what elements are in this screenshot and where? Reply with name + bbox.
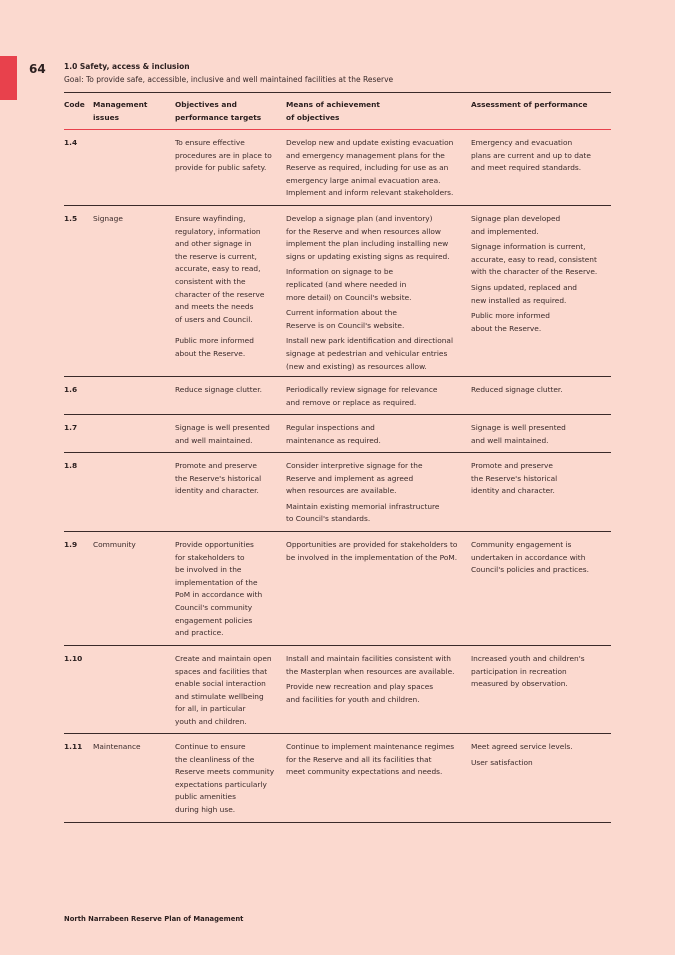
cell-line: and other signage in [175,239,252,249]
cell-line: Reserve as required, including for use as an [286,163,449,173]
cell-line: enable social interaction [175,679,266,689]
row-code: 1.8 [64,461,78,470]
table-body [64,130,611,823]
cell-paragraph [175,653,283,729]
header-assessment: Assessment of performance [471,100,588,109]
row-objectives [175,460,283,501]
table-row [64,130,611,206]
cell-paragraph [175,137,283,175]
cell-line: Emergency and evacuation [471,138,573,147]
cell-line: Signage is well presented [175,423,270,432]
cell-paragraph [286,213,466,263]
cell-paragraph [471,137,611,175]
row-means [286,137,466,203]
cell-paragraph [471,310,611,335]
cell-paragraph [471,539,611,577]
cell-line: Ensure wayfinding, [175,214,246,223]
cell-line: during high use. [175,804,236,814]
cell-line: Consider interpretive signage for the [286,461,423,470]
cell-line: and practice. [175,628,224,638]
cell-line: Reduce signage clutter. [175,385,262,394]
cell-line: and well maintained. [471,435,549,445]
row-objectives [175,539,283,643]
table-row [64,377,611,415]
cell-line: Increased youth and children's [471,654,585,663]
cell-line: implementation of the [175,577,258,587]
row-code: 1.10 [64,654,83,663]
table-row [64,646,611,734]
cell-paragraph [175,384,283,397]
cell-line: plans are current and up to date [471,150,591,160]
row-assessment [471,384,611,400]
cell-line: Opportunities are provided for stakeholders to [286,540,458,549]
cell-line: character of the reserve [175,289,265,299]
cell-line: identity and character. [471,486,555,496]
cell-line: Regular inspections and [286,423,375,432]
cell-line: the Reserve's historical [471,473,558,483]
cell-line: PoM in accordance with [175,590,263,600]
cell-line: Signs updated, replaced and [471,282,578,292]
cell-paragraph [286,653,466,678]
cell-paragraph [286,335,466,373]
cell-line: Community engagement is [471,540,572,549]
cell-line: Signage is well presented [471,423,566,432]
cell-line: To ensure effective [175,138,245,147]
cell-paragraph [175,539,283,640]
row-assessment [471,539,611,580]
cell-line: Reduced signage clutter. [471,385,563,394]
section-goal: Goal: To provide safe, accessible, inclusive and well maintained facilities at the Reserve [64,75,394,84]
row-code: 1.11 [64,742,83,751]
table-row [64,415,611,453]
row-means [286,741,466,782]
cell-paragraph [286,307,466,332]
cell-line: Promote and preserve [471,461,553,470]
cell-paragraph [175,460,283,498]
row-means [286,539,466,567]
cell-paragraph [286,384,466,409]
row-objectives [175,422,283,450]
cell-line: regulatory, information [175,226,261,236]
cell-line: and stimulate wellbeing [175,691,264,701]
cell-paragraph [471,422,611,447]
cell-paragraph [286,137,466,200]
row-objectives [175,213,283,364]
cell-paragraph [286,681,466,706]
cell-line: participation in recreation [471,666,567,676]
cell-line: (new and existing) as resources allow. [286,361,427,371]
cell-line: public amenities [175,792,236,802]
row-objectives [175,653,283,732]
cell-line: about the Reserve. [175,348,246,358]
cell-line: and facilities for youth and children. [286,694,420,704]
row-code: 1.5 [64,214,78,223]
cell-line: accurate, easy to read, [175,264,261,274]
cell-line: Council's policies and practices. [471,565,589,575]
cell-line: when resources are available. [286,486,397,496]
cell-line: replicated (and where needed in [286,279,407,289]
cell-line: provide for public safety. [175,163,267,173]
cell-paragraph [471,213,611,238]
cell-line: undertaken in accordance with [471,552,586,562]
cell-line: and remove or replace as required. [286,397,417,407]
cell-line: and well maintained. [175,435,253,445]
page-tab-marker [0,56,17,100]
cell-line: consistent with the [175,276,246,286]
cell-line: with the character of the Reserve. [471,267,598,277]
cell-line: Maintain existing memorial infrastructure [286,501,440,511]
cell-line: procedures are in place to [175,150,272,160]
row-objectives [175,384,283,400]
cell-paragraph [286,501,466,526]
cell-line: Public more informed [175,336,254,346]
header-code: Code [64,100,85,109]
cell-line: and meet required standards. [471,163,582,173]
cell-line: spaces and facilities that [175,666,268,676]
cell-line: Develop new and update existing evacuation [286,138,454,147]
cell-line: engagement policies [175,615,253,625]
cell-paragraph [175,422,283,447]
cell-line: Reserve meets community [175,767,275,777]
cell-line: Continue to implement maintenance regimes [286,742,455,751]
page-number: 64 [29,62,46,76]
row-code: 1.6 [64,385,78,394]
cell-paragraph [175,213,283,326]
cell-line: identity and character. [175,486,259,496]
cell-paragraph [175,335,283,360]
cell-line: for stakeholders to [175,552,245,562]
cell-line: Reserve and implement as agreed [286,473,414,483]
cell-line: Promote and preserve [175,461,257,470]
row-management-issue: Community [93,540,136,549]
cell-paragraph [286,460,466,498]
cell-line: Create and maintain open [175,654,272,663]
cell-paragraph [286,266,466,304]
cell-line: to Council's standards. [286,514,371,524]
cell-line: signage at pedestrian and vehicular entries [286,348,448,358]
cell-line: Install new park identification and directional [286,336,454,346]
table-row [64,734,611,823]
row-assessment [471,741,611,772]
cell-line: User satisfaction [471,757,533,767]
cell-line: Periodically review signage for relevance [286,385,438,394]
row-assessment [471,213,611,338]
cell-paragraph [471,282,611,307]
cell-line: be involved in the [175,565,242,575]
cell-line: of users and Council. [175,314,253,324]
cell-line: Install and maintain facilities consistent with [286,654,451,663]
section-title: 1.0 Safety, access & inclusion [64,62,190,71]
table-header [64,93,611,130]
cell-line: Information on signage to be [286,267,394,277]
cell-paragraph [471,384,611,397]
cell-line: and implemented. [471,226,539,236]
cell-line: the Reserve's historical [175,473,262,483]
row-means [286,384,466,412]
cell-line: and meets the needs [175,302,254,312]
cell-line: measured by observation. [471,679,568,689]
cell-line: maintenance as required. [286,435,381,445]
cell-line: the cleanliness of the [175,754,255,764]
cell-line: for the Reserve and when resources allow [286,226,441,236]
cell-line: Develop a signage plan (and inventory) [286,214,433,223]
table-row [64,206,611,377]
cell-paragraph [471,460,611,498]
cell-line: implement the plan including installing new [286,239,449,249]
row-code: 1.9 [64,540,78,549]
row-management-issue: Maintenance [93,742,141,751]
cell-line: Continue to ensure [175,742,246,751]
cell-line: Provide opportunities [175,540,254,549]
cell-line: expectations particularly [175,779,267,789]
row-assessment [471,460,611,501]
row-assessment [471,653,611,694]
cell-line: and emergency management plans for the [286,150,445,160]
cell-line: Signage information is current, [471,242,586,252]
cell-paragraph [471,757,611,770]
cell-paragraph [471,741,611,754]
header-management-issues: Management issues [93,100,148,122]
cell-line: Meet agreed service levels. [471,742,573,751]
cell-line: Implement and inform relevant stakeholders. [286,188,454,198]
cell-line: youth and children. [175,716,247,726]
cell-line: signs or updating existing signs as required. [286,251,450,261]
row-management-issue: Signage [93,214,123,223]
cell-line: meet community expectations and needs. [286,767,443,777]
table-row [64,532,611,646]
cell-line: new installed as required. [471,295,567,305]
cell-line: accurate, easy to read, consistent [471,254,597,264]
header-means: Means of achievement of objectives [286,100,380,122]
row-means [286,422,466,450]
cell-line: for all, in particular [175,704,246,714]
row-objectives [175,137,283,178]
page-footer: North Narrabeen Reserve Plan of Management [64,915,244,923]
cell-paragraph [286,741,466,779]
table-row [64,453,611,532]
cell-line: Signage plan developed [471,214,561,223]
cell-line: be involved in the implementation of the PoM. [286,552,458,562]
cell-line: emergency large animal evacuation area. [286,175,441,185]
row-means [286,213,466,376]
cell-paragraph [471,653,611,691]
cell-paragraph [286,422,466,447]
row-objectives [175,741,283,820]
cell-line: Council's community [175,602,253,612]
row-code: 1.7 [64,423,78,432]
row-assessment [471,422,611,450]
cell-paragraph [175,741,283,817]
cell-paragraph [471,241,611,279]
cell-line: Provide new recreation and play spaces [286,682,434,692]
row-means [286,653,466,709]
row-code: 1.4 [64,138,78,147]
row-means [286,460,466,529]
header-objectives: Objectives and performance targets [175,100,262,122]
cell-line: Current information about the [286,308,397,318]
cell-line: about the Reserve. [471,323,542,333]
cell-line: Public more informed [471,311,550,321]
performance-table [64,92,611,823]
cell-paragraph [286,539,466,564]
row-assessment [471,137,611,178]
cell-line: more detail) on Council's website. [286,292,412,302]
cell-line: Reserve is on Council's website. [286,320,405,330]
cell-line: the Masterplan when resources are available. [286,666,455,676]
cell-line: the reserve is current, [175,251,257,261]
cell-line: for the Reserve and all its facilities that [286,754,432,764]
